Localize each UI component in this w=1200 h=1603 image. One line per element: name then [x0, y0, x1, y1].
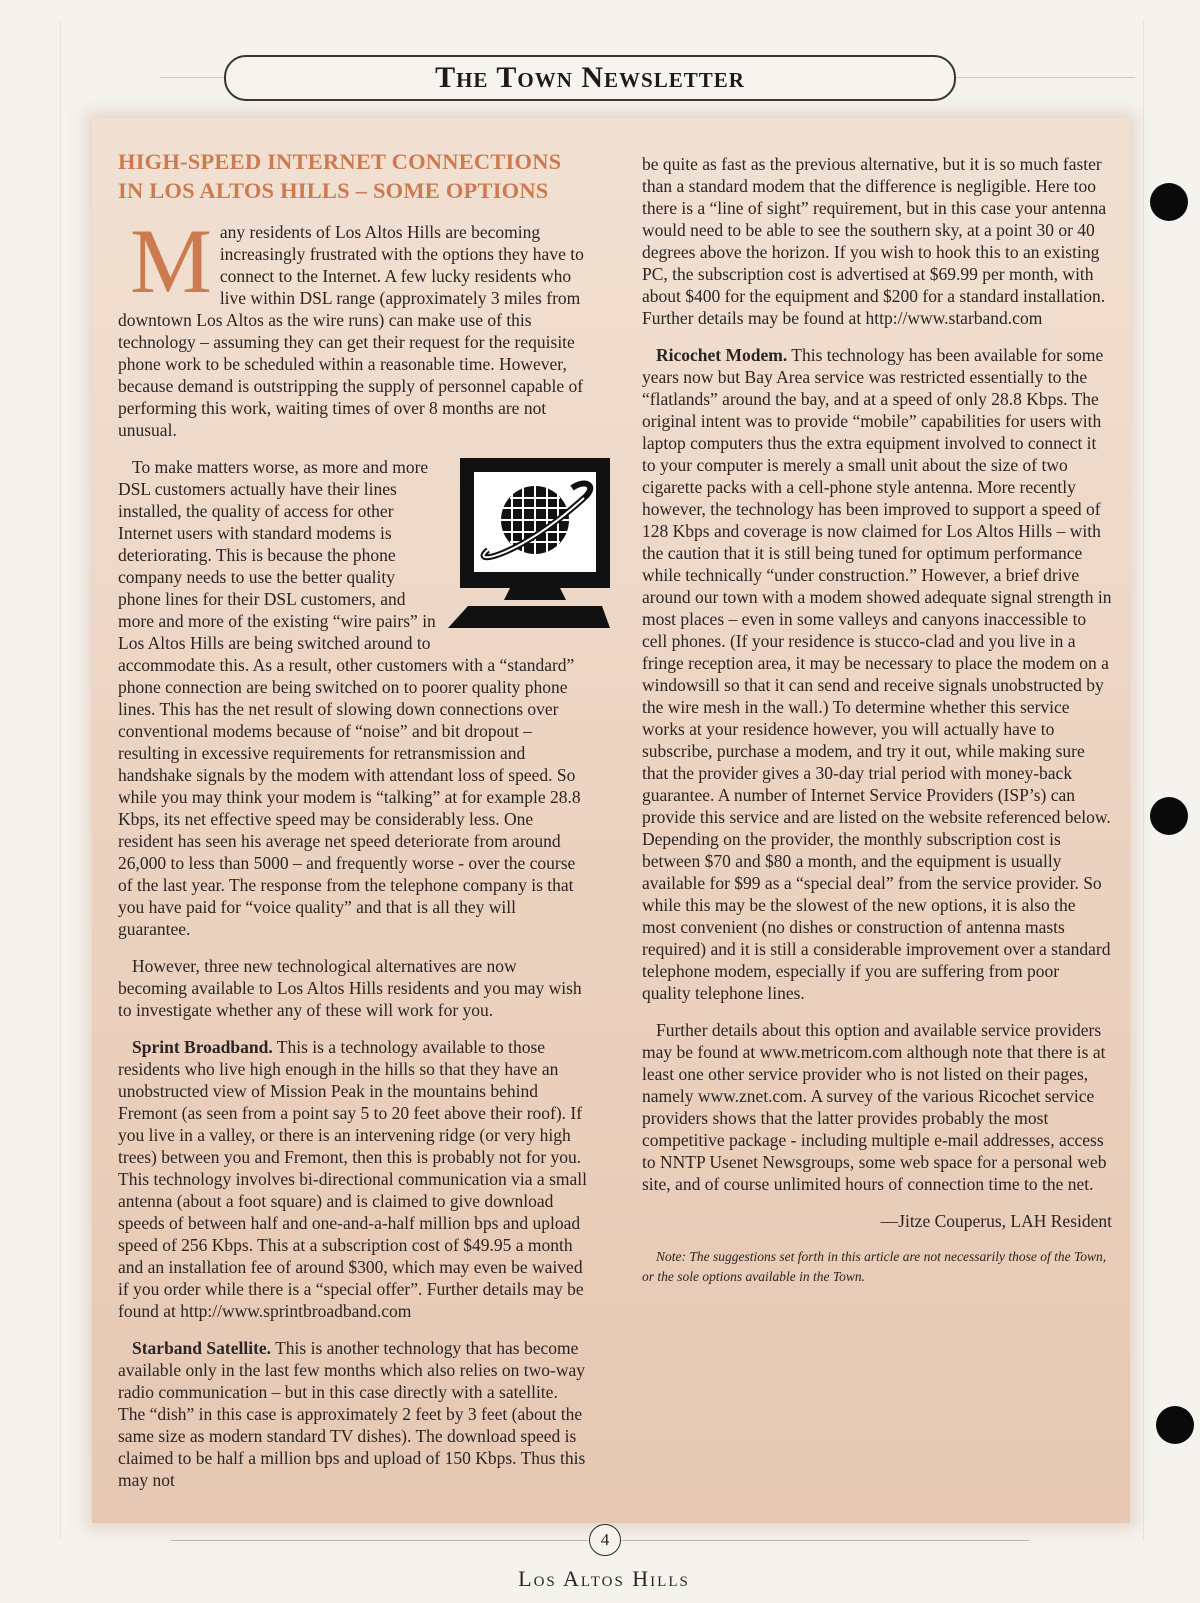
- intro-paragraph: [118, 210, 588, 441]
- intro-text: any residents of Los Altos Hills are becoming increasingly frustrated with the options they have to connect to the Internet. A few lucky residents who live within DSL range (approximately 3 miles from downtown Los Altos as the wire runs) can make use of this technology – assuming they can get their request for the requisite phone work to be scheduled within a reasonable time. However, because demand is outstripping the supply of personnel capable of performing this work, waiting times of over 8 months are not unusual.: [118, 222, 584, 440]
- author-signature: —Jitze Couperus, LAH Resident: [880, 1211, 1112, 1231]
- ricochet-text: This technology has been available for some years now but Bay Area service was restricted essentially to the “flatlands” around the bay, and at a speed of only 28.8 Kbps. The original intent was to provide “mobile” capabilities for users with laptop computers thus the extra equipment involved to connect it to your computer is merely a small unit about the size of two cigarette packs with a cell-phone style antenna. More recently however, the technology has been improved to support a speed of 128 Kbps and coverage is now claimed for Los Altos Hills – with the caution that it is still being tuned for optimum performance while technically “under construction.” However, a brief drive around our town with a modem showed adequate signal strength in most places – even in some valleys and canyons inaccessible to cell phones. (If your residence is stucco-clad and you live in a fringe reception area, it may be necessary to place the modem on a windowsill so that it can send and receive signals unobstructed by the wire mesh in the wall.) To determine whether this service works at your residence however, you will actually have to subscribe, purchase a modem, and try it out, while making sure that the provider gives a 30-day trial period with money-back guarantee. A number of Internet Service Providers (ISP’s) can provide this service and are listed on the website referenced below. Depending on the provider, the monthly subscription cost is between $70 and $80 a month, and the equipment is usually available for $99 as a “special deal” from the service provider. So while this may be the slowest of the new options, it is also the most convenient (no dishes or construction of antenna masts required) and it is still a considerable improvement over a standard telephone modem, especially if you are suffering from poor quality telephone lines.: [642, 345, 1112, 1003]
- computer-monitor-globe-icon: [448, 458, 616, 630]
- sprint-heading: Sprint Broadband.: [132, 1037, 273, 1057]
- ricochet-heading: Ricochet Modem.: [656, 345, 788, 365]
- alternatives-paragraph: However, three new technological alternatives are now becoming available to Los Altos Hills residents and you may wish to investigate whether any of these will work for you.: [118, 956, 582, 1020]
- starband-heading: Starband Satellite.: [132, 1338, 272, 1358]
- disclaimer-note: Note: The suggestions set forth in this article are not necessarily those of the Town, or the sole options available in the Town.: [642, 1249, 1107, 1284]
- binder-hole-icon: [1150, 183, 1188, 221]
- binder-hole-icon: [1156, 1406, 1194, 1444]
- footer-rule-left: [170, 1540, 588, 1541]
- dsl-text: To make matters worse, as more and more DSL customers actually have their lines installed, the quality of access for other Internet users with standard modems is deteriorating. This is because the phone company needs to use the better quality phone lines for their DSL customers, and more and more of the existing “wire pairs” in Los Altos Hills are being switched around to accommodate this. As a result, other customers with a “standard” phone connection are being switched on to poorer quality phone lines. This has the net result of slowing down connections over conventional modems because of “noise” and bit dropout – resulting in excessive requirements for retransmission and handshake signals by the modem with attendant loss of speed. So while you may think your modem is “talking” at for example 28.8 Kbps, its net effective speed may be considerably less. One resident has seen his average net speed deteriorate from around 26,000 to less than 5000 – and frequently worse - over the course of the last year. The response from the telephone company is that you have paid for “voice quality” and that is all they will guarantee.: [118, 457, 581, 939]
- ricochet-paragraph: [642, 344, 1112, 1004]
- starband-continued: be quite as fast as the previous alternative, but it is so much faster than a standard modem that the difference is negligible. Here too there is a “line of sight” requirement, but in this case your antenna would need to be able to see the southern sky, at a point 30 or 40 degrees above the horizon. If you wish to hook this to an existing PC, the subscription cost is advertised at $69.99 per month, with about $400 for the equipment and $200 for a standard installation. Further details may be found at http://www.starband.com: [642, 154, 1107, 328]
- drop-cap: M: [130, 210, 212, 312]
- sprint-text: This is a technology available to those residents who live high enough in the hills so that they have an unobstructed view of Mission Peak in the mountains behind Fremont (as seen from a point say 5 to 20 feet above their roof). If you live in a valley, or there is an intervening ridge (or very high trees) between you and Fremont, then this is probably not for you. This technology involves bi-directional communication via a small antenna (about a foot square) and is claimed to give download speeds of between half and one-and-a-half million bps and upload speed of 256 Kbps. This at a subscription cost of $49.95 a month and an installation fee of around $300, which may even be waived if you order while there is a “special offer”. Further details may be found at http://www.sprintbroadband.com: [118, 1037, 587, 1321]
- dsl-paragraph: [118, 456, 588, 940]
- starband-text: This is another technology that has become available only in the last few months which also relies on two-way radio communication – but in this case directly with a satellite. The “dish” in this case is approximately 2 feet by 3 feet (about the same size as modern standard TV dishes). The download speed is claimed to be half a million bps and upload of 150 Kbps. Thus this may not: [118, 1338, 586, 1490]
- further-details-paragraph: Further details about this option and available service providers may be found at www.metricom.com although note that there is at least one other service provider who is not listed on their pages, namely www.znet.com. A survey of the various Ricochet service providers shows that the latter provides probably the most competitive package - including multiple e-mail addresses, access to NNTP Usenet Newsgroups, some web space for a personal web site, and of course unlimited hours of connection time to the net.: [642, 1020, 1107, 1194]
- sprint-paragraph: [118, 1036, 588, 1322]
- starband-paragraph: [118, 1337, 588, 1491]
- article-right-column: [642, 153, 1112, 1302]
- footer-rule-right: [622, 1540, 1030, 1541]
- page-number: 4: [589, 1524, 621, 1556]
- binder-hole-icon: [1150, 797, 1188, 835]
- article-headline: HIGH-SPEED INTERNET CONNECTIONS IN LOS ALTOS HILLS – SOME OPTIONS: [118, 149, 562, 203]
- newsletter-title: The Town Newsletter: [224, 55, 956, 101]
- article-left-column: [118, 147, 588, 1506]
- footer-town-name: Los Altos Hills: [518, 1566, 690, 1591]
